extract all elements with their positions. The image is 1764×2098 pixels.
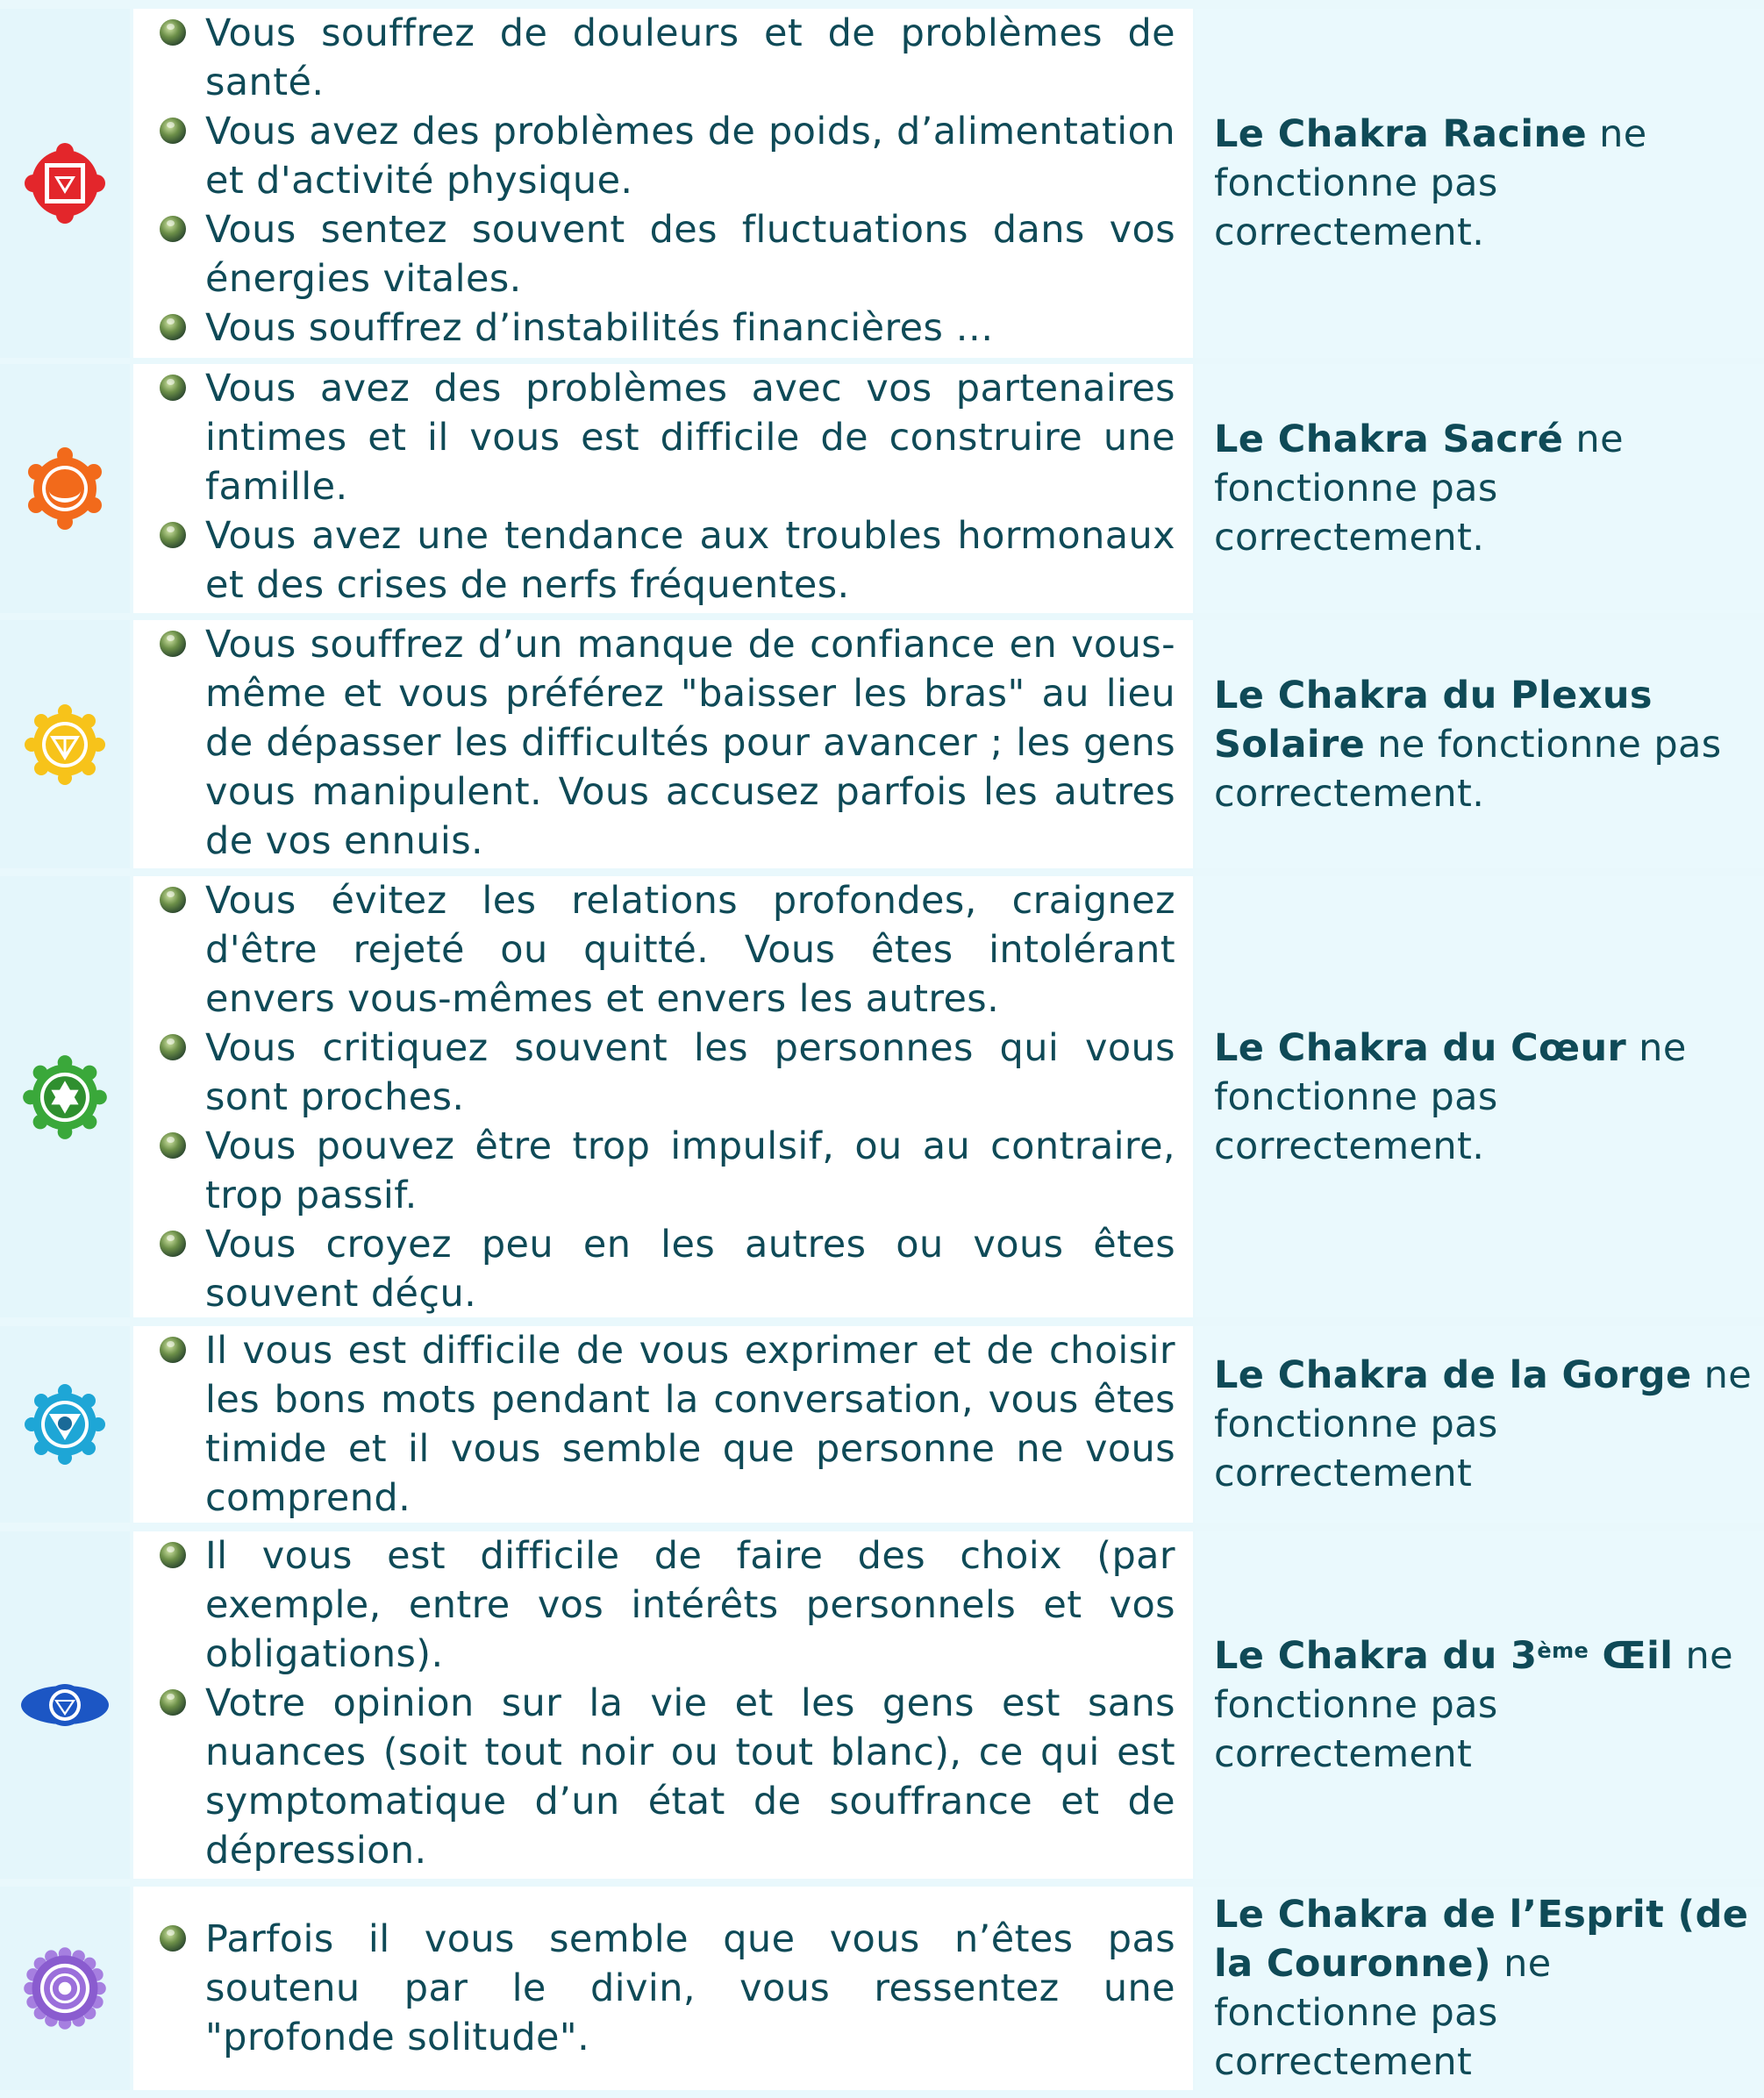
list-item: Vous pouvez être trop impulsif, ou au contraire, trop passif. bbox=[160, 1122, 1175, 1220]
result-cell bbox=[1195, 620, 1764, 868]
list-item: Votre opinion sur la vie et les gens est sans nuances (soit tout noir ou tout blanc), ce qui est symptomatique d’un état de souffrance et de dépression. bbox=[160, 1679, 1175, 1875]
bullet-icon bbox=[160, 314, 186, 340]
root-chakra-icon bbox=[21, 139, 109, 227]
list-item: Vous souffrez de douleurs et de problèmes de santé. bbox=[160, 9, 1175, 107]
chakra-name: Le Chakra du Plexus Solaire bbox=[1214, 673, 1653, 767]
list-item: Vous avez des problèmes de poids, d’alimentation et d'activité physique. bbox=[160, 107, 1175, 205]
result-text: Le Chakra de la Gorge ne fonctionne pas correctement bbox=[1214, 1353, 1753, 1495]
bullet-icon bbox=[160, 1034, 186, 1060]
bullet-icon bbox=[160, 1689, 186, 1716]
symptoms-cell bbox=[133, 9, 1193, 358]
third-eye-chakra-icon bbox=[19, 1674, 111, 1736]
bullet-icon bbox=[160, 631, 186, 657]
icon-cell bbox=[0, 1326, 130, 1523]
bullet-icon bbox=[160, 19, 186, 46]
list-item: Il vous est difficile de vous exprimer et de choisir les bons mots pendant la conversation, vous êtes timide et il vous semble que personne ne vous comprend. bbox=[160, 1326, 1175, 1523]
heart-chakra-icon bbox=[19, 1052, 111, 1143]
chakra-name: Le Chakra de l’Esprit (de la Couronne) bbox=[1214, 1893, 1749, 1986]
list-item: Vous souffrez d’instabilités financières … bbox=[160, 303, 1175, 353]
result-cell bbox=[1195, 876, 1764, 1317]
table-row bbox=[0, 620, 1764, 868]
list-item: Vous critiquez souvent les personnes qui vous sont proches. bbox=[160, 1024, 1175, 1122]
result-text: Le Chakra du 3ème Œil ne fonctionne pas correctement bbox=[1214, 1634, 1733, 1776]
result-text: Le Chakra de l’Esprit (de la Couronne) ne fonctionne pas correctement bbox=[1214, 1893, 1749, 2084]
list-item: Vous avez une tendance aux troubles hormonaux et des crises de nerfs fréquentes. bbox=[160, 511, 1175, 610]
list-item: Parfois il vous semble que vous n’êtes pas soutenu par le divin, vous ressentez une "profonde solitude". bbox=[160, 1915, 1175, 2062]
symptoms-cell bbox=[133, 876, 1193, 1317]
icon-cell bbox=[0, 876, 130, 1317]
icon-cell bbox=[0, 620, 130, 868]
list-item: Il vous est difficile de faire des choix (par exemple, entre vos intérêts personnels et vos obligations). bbox=[160, 1531, 1175, 1679]
list-item: Vous croyez peu en les autres ou vous êtes souvent déçu. bbox=[160, 1220, 1175, 1318]
icon-cell bbox=[0, 1531, 130, 1879]
bullet-icon bbox=[160, 1337, 186, 1363]
bullet-icon bbox=[160, 1231, 186, 1257]
bullet-icon bbox=[160, 1542, 186, 1568]
bullet-icon bbox=[160, 887, 186, 913]
bullet-icon bbox=[160, 1132, 186, 1159]
symptoms-cell bbox=[133, 620, 1193, 868]
icon-cell bbox=[0, 9, 130, 358]
bullet-icon bbox=[160, 118, 186, 144]
symptoms-cell bbox=[133, 364, 1193, 613]
symptoms-cell bbox=[133, 1887, 1193, 2090]
bullet-icon bbox=[160, 216, 186, 242]
table-row bbox=[0, 1326, 1764, 1523]
table-row bbox=[0, 876, 1764, 1317]
solar-plexus-chakra-icon bbox=[21, 701, 109, 789]
result-cell bbox=[1195, 1531, 1764, 1879]
chakra-name: Le Chakra de la Gorge bbox=[1214, 1353, 1692, 1397]
symptoms-cell bbox=[133, 1531, 1193, 1879]
list-item: Vous souffrez d’un manque de confiance en vous-même et vous préférez "baisser les bras" au lieu de dépasser les difficultés pour avancer ; les gens vous manipulent. Vous accusez parfois les autres de vos ennuis. bbox=[160, 620, 1175, 866]
chakra-name: Le Chakra Sacré bbox=[1214, 417, 1564, 461]
result-cell bbox=[1195, 9, 1764, 358]
table-row bbox=[0, 364, 1764, 613]
icon-cell bbox=[0, 364, 130, 613]
result-text: Le Chakra Sacré ne fonctionne pas correctement. bbox=[1214, 417, 1624, 560]
icon-cell bbox=[0, 1887, 130, 2090]
symptoms-cell bbox=[133, 1326, 1193, 1523]
chakra-name: Le Chakra du Cœur bbox=[1214, 1025, 1627, 1070]
result-text: Le Chakra du Cœur ne fonctionne pas correctement. bbox=[1214, 1025, 1687, 1168]
table-row bbox=[0, 1531, 1764, 1879]
result-cell bbox=[1195, 1887, 1764, 2090]
crown-chakra-icon bbox=[19, 1943, 111, 2034]
result-text: Le Chakra du Plexus Solaire ne fonctionne pas correctement. bbox=[1214, 673, 1722, 816]
result-text: Le Chakra Racine ne fonctionne pas correctement. bbox=[1214, 112, 1647, 254]
chakra-name: Le Chakra Racine bbox=[1214, 112, 1588, 156]
chakra-name: Le Chakra du 3ème Œil bbox=[1214, 1634, 1674, 1678]
table-row bbox=[0, 9, 1764, 358]
result-cell bbox=[1195, 1326, 1764, 1523]
list-item: Vous évitez les relations profondes, craignez d'être rejeté ou quitté. Vous êtes intolérant envers vous-mêmes et envers les autres. bbox=[160, 876, 1175, 1024]
sacral-chakra-icon bbox=[21, 445, 109, 532]
throat-chakra-icon bbox=[21, 1381, 109, 1468]
list-item: Vous sentez souvent des fluctuations dans vos énergies vitales. bbox=[160, 205, 1175, 303]
bullet-icon bbox=[160, 375, 186, 401]
bullet-icon bbox=[160, 522, 186, 548]
result-cell bbox=[1195, 364, 1764, 613]
list-item: Vous avez des problèmes avec vos partenaires intimes et il vous est difficile de construire une famille. bbox=[160, 364, 1175, 511]
bullet-icon bbox=[160, 1925, 186, 1952]
table-row bbox=[0, 1887, 1764, 2090]
